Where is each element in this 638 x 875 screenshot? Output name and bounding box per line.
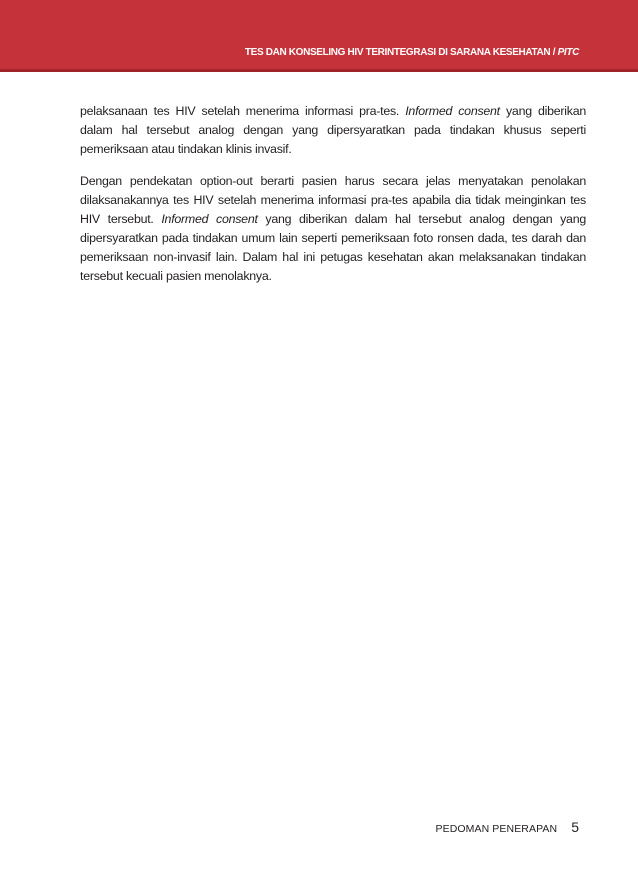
footer-label: PEDOMAN PENERAPAN: [435, 823, 558, 835]
page-footer: [436, 819, 580, 835]
header-band: [0, 0, 638, 72]
paragraph-2-text-start: Dengan pendekatan option-out berarti pasien harus secara jelas menyatakan penolakan dilaksanakannya tes HIV setelah menerima informasi pra-tes apabila dia tidak meinginkan tes HIV tersebut.: [80, 174, 586, 226]
paragraph-1-text-start: pelaksanaan tes HIV setelah menerima informasi pra-tes.: [80, 104, 406, 118]
paragraph-2-emphasis: Informed consent: [161, 212, 258, 226]
running-title-text: TES DAN KONSELING HIV TERINTEGRASI DI SARANA KESEHATAN: [244, 47, 551, 58]
body-text: [80, 102, 586, 299]
paragraph-1-text-end: yang diberikan dalam hal tersebut analog dengan yang dipersyaratkan pada tindakan khusus seperti pemeriksaan atau tindakan klinis invasif.: [80, 104, 586, 156]
paragraph-1: [80, 102, 586, 159]
paragraph-2: [80, 172, 586, 286]
running-title-separator: /: [550, 47, 558, 58]
paragraph-1-emphasis: Informed consent: [405, 104, 500, 118]
paragraph-2-text-end: yang diberikan dalam hal tersebut analog dengan yang dipersyaratkan pada tindakan umum lain seperti pemeriksaan foto ronsen dada, tes darah dan pemeriksaan non-invasif lain. Dalam hal ini petugas kesehatan akan melaksanakan tindakan tersebut kecuali pasien menolaknya.: [80, 212, 586, 283]
page-number: 5: [571, 819, 579, 835]
running-title-abbreviation: PITC: [557, 47, 579, 58]
running-title: [245, 47, 579, 58]
